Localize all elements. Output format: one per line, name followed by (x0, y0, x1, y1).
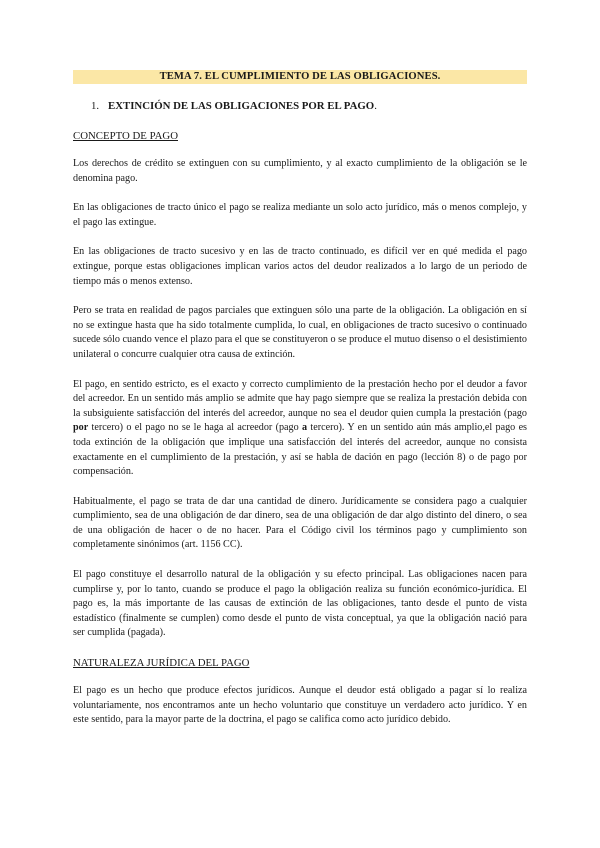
p5-bold-por: por (73, 422, 89, 434)
naturaleza-heading: NATURALEZA JURÍDICA DEL PAGO (73, 657, 250, 670)
concepto-paragraph-7: El pago constituye el desarrollo natural de la obligación y su efecto principal. Las obligaciones nacen para cumplirse y, por lo tanto, cuando se produce el pago la obligación realiza su función económico-jurídica. El pago es, la más importante de las causas de extinción de las obligaciones, tanto desde el punto de vista estadístico (finalmente se cumplen) como desde el punto de vista conceptual, ya que la obligación nació para ser cumplida (pagada). (73, 569, 527, 639)
document-title: TEMA 7. EL CUMPLIMIENTO DE LAS OBLIGACIONES. (73, 70, 527, 84)
naturaleza-paragraph-1: El pago es un hecho que produce efectos jurídicos. Aunque el deudor está obligado a pagar sí lo realiza voluntariamente, nos encontramos ante un hecho voluntario que constituye un verdadero acto jurídico. Y en este sentido, para la mayor parte de la doctrina, el pago se califica como acto jurídico debido. (73, 685, 527, 726)
p5-bold-a: a (302, 422, 308, 434)
concepto-paragraph-2: En las obligaciones de tracto único el pago se realiza mediante un solo acto jurídico, más o menos complejo, y el pago las extingue. (73, 202, 527, 228)
document-page (73, 70, 527, 743)
section-label: EXTINCIÓN DE LAS OBLIGACIONES POR EL PAGO (108, 100, 375, 112)
concepto-paragraph-4: Pero se trata en realidad de pagos parciales que extinguen sólo una parte de la obligación. La obligación en sí no se extingue hasta que ha sido totalmente cumplida, lo cual, en obligaciones de tracto sucesivo o continuado sucede sólo cuando vence el plazo para el que se constituyeron o se produce el mutuo disenso o el desistimiento unilateral o concurre cualquier otra causa de extinción. (73, 305, 527, 360)
concepto-heading: CONCEPTO DE PAGO (73, 130, 178, 142)
concepto-paragraph-3: En las obligaciones de tracto sucesivo y en las de tracto continuado, es difícil ver en qué medida el pago extingue, porque estas obligaciones implican varios actos del deudor realizados a lo largo de un periodo de tiempo más o menos extenso. (73, 246, 527, 287)
p5-part-a: El pago, en sentido estricto, es el exacto y correcto cumplimiento de la prestación hecho por el deudor a favor del acreedor. En un sentido más amplio se admite que hay pago siempre que se realiza la prestación debida con la subsiguiente satisfacción del interés del acreedor, aunque no sea el deudor quien cumpla la prestación (pago (73, 378, 527, 419)
section-number: 1. (91, 100, 100, 112)
concepto-paragraph-6: Habitualmente, el pago se trata de dar una cantidad de dinero. Jurídicamente se considera pago a cualquier cumplimiento, sea de una obligación de dar dinero, sea de una obligación de dar algo distinto del dinero, o sea de una obligación de hacer o de no hacer. Para el Código civil los términos pago y cumplimiento son completamente sinónimos (art. 1156 CC). (73, 495, 527, 551)
section-heading (73, 99, 527, 113)
p5-part-c: tercero) o el pago no se le haga al acreedor (pago (88, 422, 303, 434)
p5-part-e: tercero). Y en un sentido aún más amplio,el pago es toda extinción de la obligación que implique una satisfacción del interés del acreedor, aunque no consista exactamente en el cumplimiento de la prestación, y así se habla de dación en pago (lección 8) o de pago por compensación. (73, 422, 527, 478)
concepto-paragraph-1: Los derechos de crédito se extinguen con su cumplimiento, y al exacto cumplimiento de la obligación se le denomina pago. (73, 158, 527, 184)
concepto-paragraph-5 (73, 378, 527, 480)
section-trailing: . (374, 100, 377, 112)
